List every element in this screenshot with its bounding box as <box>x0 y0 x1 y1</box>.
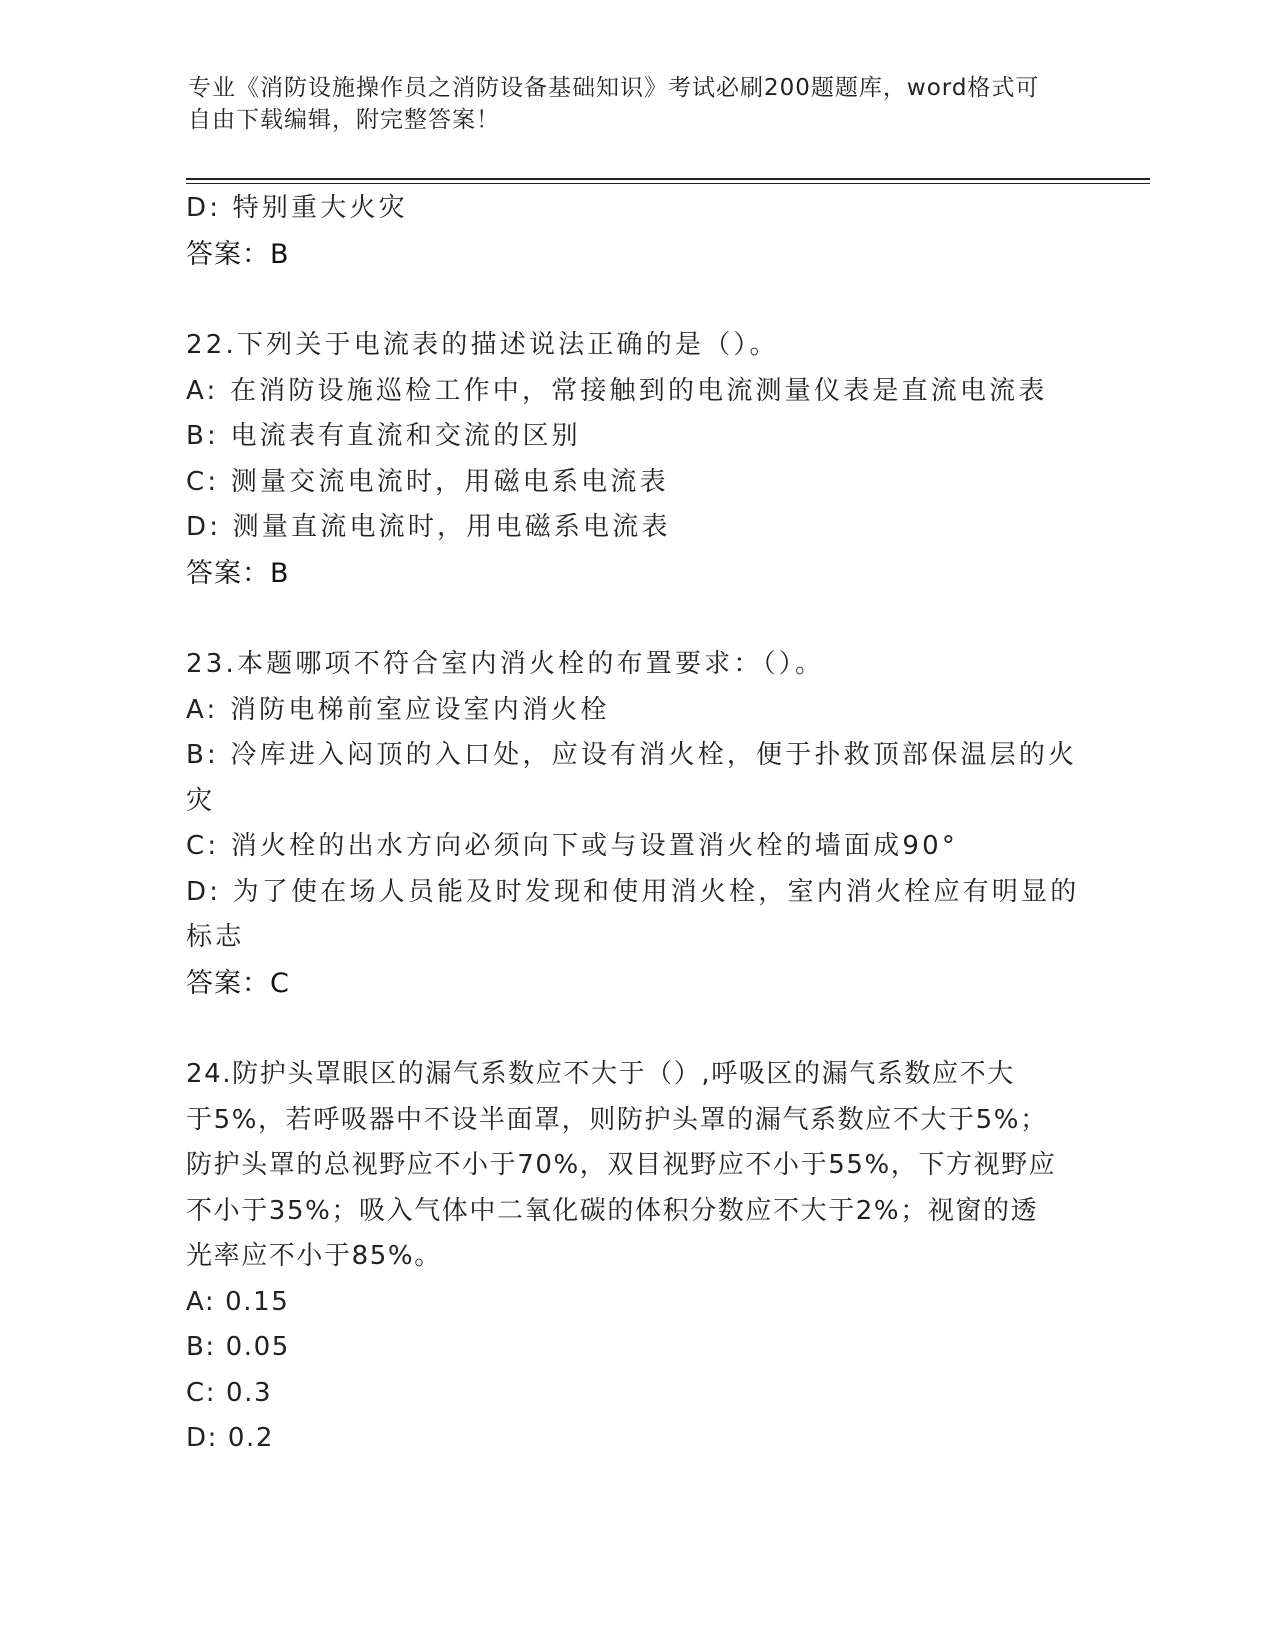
q24-option-c: C: 0.3 <box>186 1377 273 1408</box>
question-22 <box>186 323 1086 596</box>
q23-option-b-line-1: B: 冷库进入闷顶的入口处，应设有消火栓，便于扑救顶部保温层的火 <box>186 740 1078 770</box>
q23-option-c: C: 消火栓的出水方向必须向下或与设置消火栓的墙面成90° <box>186 831 959 861</box>
q21-answer: 答案：B <box>186 238 290 270</box>
q23-option-a: A: 消防电梯前室应设室内消火栓 <box>186 694 610 725</box>
q24-question-line-4: 不小于35%；吸入气体中二氧化碳的体积分数应不大于2%；视窗的透 <box>186 1195 1039 1226</box>
spacer <box>186 277 1086 323</box>
spacer <box>186 596 1086 642</box>
question-list <box>186 186 1086 1462</box>
q22-option-b: B: 电流表有直流和交流的区别 <box>186 421 581 451</box>
q24-question-line-2: 于5%，若呼吸器中不设半面罩，则防护头罩的漏气系数应不大于5%； <box>186 1104 1048 1135</box>
q22-answer: 答案：B <box>186 557 290 589</box>
q22-option-a: A: 在消防设施巡检工作中，常接触到的电流测量仪表是直流电流表 <box>186 375 1048 406</box>
question-21-tail <box>186 186 1086 277</box>
q23-answer: 答案：C <box>186 967 290 999</box>
q23-option-b-line-2: 灾 <box>186 785 216 816</box>
q24-question-line-5: 光率应不小于85%。 <box>186 1241 442 1271</box>
q23-option-d-line-2: 标志 <box>186 922 245 952</box>
q23-question: 23.本题哪项不符合室内消火栓的布置要求：（）。 <box>186 649 825 679</box>
question-23 <box>186 642 1086 1006</box>
header-title-line-2: 自由下载编辑，附完整答案！ <box>188 107 500 133</box>
q24-option-d: D: 0.2 <box>186 1423 274 1453</box>
q21-option-d: D: 特别重大火灾 <box>186 193 408 223</box>
header-divider-thick <box>186 178 1150 180</box>
q22-option-c: C: 测量交流电流时，用磁电系电流表 <box>186 466 669 497</box>
question-24 <box>186 1052 1086 1462</box>
spacer <box>186 1006 1086 1052</box>
q24-option-b: B: 0.05 <box>186 1332 290 1362</box>
q22-option-d: D: 测量直流电流时，用电磁系电流表 <box>186 512 671 542</box>
document-header <box>188 72 1068 136</box>
q24-question-line-3: 防护头罩的总视野应不小于70%，双目视野应不小于55%，下方视野应 <box>186 1150 1057 1180</box>
q23-option-d-line-1: D: 为了使在场人员能及时发现和使用消火栓，室内消火栓应有明显的 <box>186 876 1080 907</box>
q24-option-a: A: 0.15 <box>186 1286 290 1317</box>
q22-question: 22.下列关于电流表的描述说法正确的是（）。 <box>186 330 779 360</box>
header-divider-thin <box>186 183 1150 184</box>
header-title-line-1: 专业《消防设施操作员之消防设备基础知识》考试必刷200题题库，word格式可 <box>188 75 1040 101</box>
q24-question-line-1: 24.防护头罩眼区的漏气系数应不大于（）,呼吸区的漏气系数应不大 <box>186 1059 1015 1089</box>
